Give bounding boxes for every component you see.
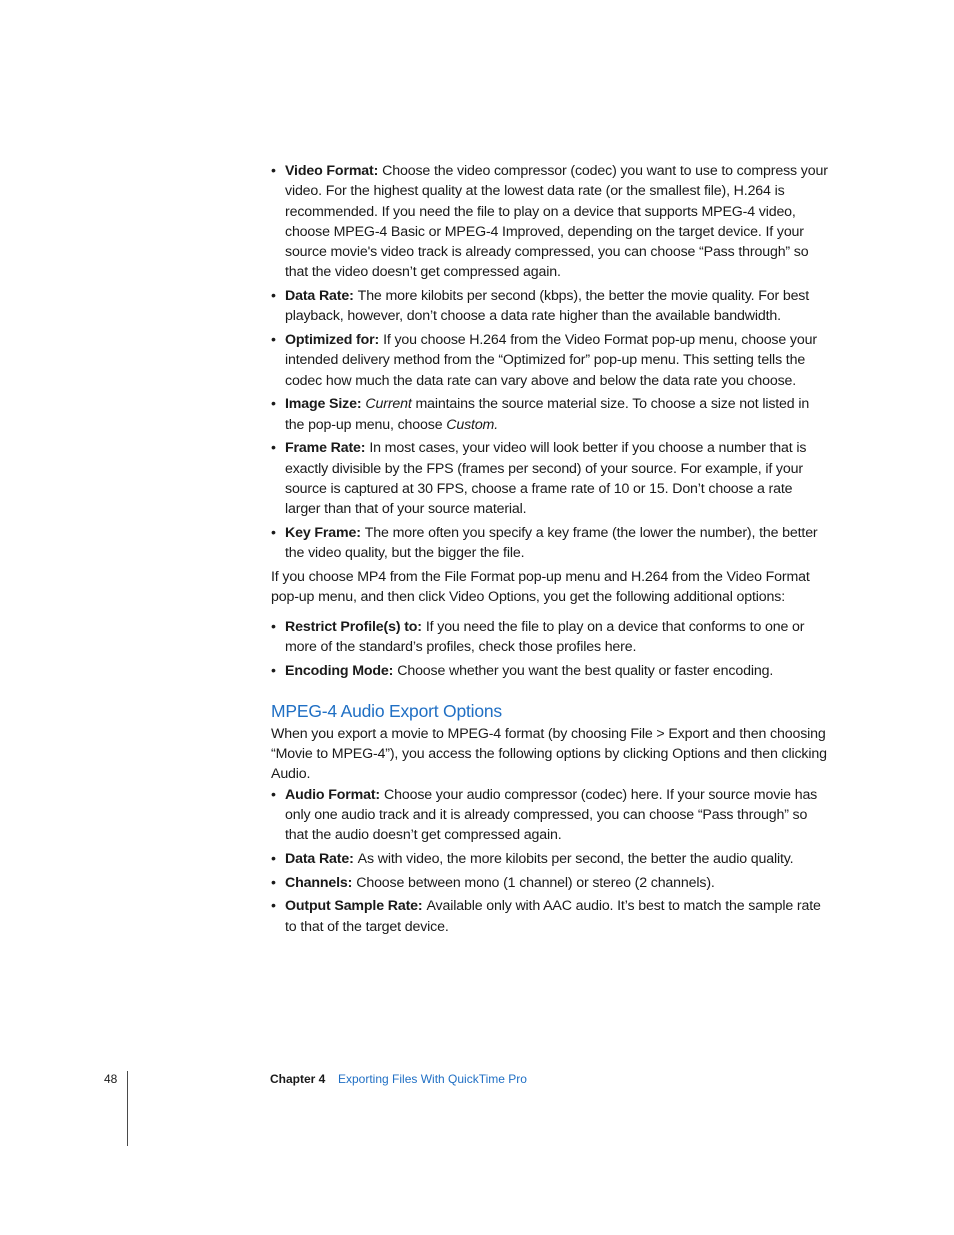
option-description: The more often you specify a key frame (the lower the number), the better the video quality, but the bigger the file. bbox=[285, 525, 818, 562]
option-description: In most cases, your video will look better if you choose a number that is exactly divisible by the FPS (frames per second) of your source. For example, if your source is captured at 30 FPS, choose a frame rate of 10 or 15. Don’t choose a rate larger than that of your source material. bbox=[285, 440, 807, 518]
option-description: If you need the file to play on a device that conforms to one or more of the standard’s profiles, check those profiles here. bbox=[285, 618, 805, 655]
list-item bbox=[271, 286, 831, 327]
option-description: Available only with AAC audio. It’s best to match the sample rate to that of the target device. bbox=[285, 898, 821, 935]
option-description: If you choose H.264 from the Video Format pop-up menu, choose your intended delivery method from the “Optimized for” pop-up menu. This setting tells the codec how much the data rate can vary above and below the data rate you choose. bbox=[285, 332, 817, 389]
option-term: Channels: bbox=[285, 874, 353, 891]
list-item bbox=[271, 896, 831, 937]
option-description: The more kilobits per second (kbps), the better the movie quality. For best playback, however, don’t choose a data rate higher than the available bandwidth. bbox=[285, 288, 810, 325]
option-value-current: Current bbox=[365, 396, 412, 413]
audio-intro-paragraph: When you export a movie to MPEG-4 format (by choosing File > Export and then choosing “Movie to MPEG-4”), you access the following options by clicking Options and then clicking Audio. bbox=[271, 725, 827, 783]
mp4-intro-paragraph: If you choose MP4 from the File Format pop-up menu and H.264 from the Video Format pop-up menu, and then click Video Options, you get the following additional options: bbox=[271, 568, 810, 606]
list-item bbox=[271, 785, 831, 846]
page-number: 48 bbox=[104, 1072, 118, 1086]
mp4-options-list bbox=[271, 617, 831, 681]
option-term: Frame Rate: bbox=[285, 440, 366, 457]
option-description: Choose whether you want the best quality or faster encoding. bbox=[397, 662, 774, 679]
list-item bbox=[271, 438, 831, 519]
option-term: Video Format: bbox=[285, 163, 379, 179]
option-term: Output Sample Rate: bbox=[285, 898, 423, 915]
video-options-list bbox=[271, 161, 831, 564]
list-item bbox=[271, 523, 831, 564]
option-description: Choose your audio compressor (codec) here. If your source movie has only one audio track and it is already compressed, you can choose “Pass through” so that the audio doesn’t get compressed again. bbox=[285, 786, 818, 844]
option-term: Key Frame: bbox=[285, 525, 361, 541]
option-term: Encoding Mode: bbox=[285, 662, 394, 679]
chapter-label: Chapter 4 bbox=[270, 1072, 326, 1086]
option-term: Audio Format: bbox=[285, 786, 380, 803]
option-term: Data Rate: bbox=[285, 288, 354, 305]
option-value-custom: Custom. bbox=[446, 416, 499, 433]
audio-options-list bbox=[271, 785, 831, 937]
list-item bbox=[271, 161, 831, 283]
list-item bbox=[271, 873, 831, 893]
option-description: Choose between mono (1 channel) or stereo (2 channels). bbox=[356, 874, 715, 891]
list-item bbox=[271, 330, 831, 391]
option-description: As with video, the more kilobits per second, the better the audio quality. bbox=[357, 851, 794, 868]
footer-divider bbox=[127, 1071, 128, 1146]
option-term: Restrict Profile(s) to: bbox=[285, 618, 422, 635]
chapter-title-link[interactable]: Exporting Files With QuickTime Pro bbox=[338, 1072, 527, 1086]
option-description: Choose the video compressor (codec) you want to use to compress your video. For the highest quality at the lowest data rate (or the smallest file), H.264 is recommended. If you need the file to play on a device that supports MPEG-4 video, choose MPEG-4 Basic or MPEG-4 Improved, depending on the target device. If your source movie's video track is already compressed, you can choose “Pass through” so that the video doesn’t get compressed again. bbox=[285, 163, 828, 281]
list-item bbox=[271, 849, 831, 869]
list-item bbox=[271, 394, 831, 435]
list-item bbox=[271, 661, 831, 681]
page-body bbox=[271, 161, 831, 940]
option-description: maintains the source material size. To choose a size not listed in the pop-up menu, choose bbox=[285, 396, 810, 433]
option-term: Image Size: bbox=[285, 396, 362, 413]
option-term: Optimized for: bbox=[285, 332, 380, 349]
section-heading: MPEG-4 Audio Export Options bbox=[271, 700, 502, 721]
option-term: Data Rate: bbox=[285, 851, 354, 868]
list-item bbox=[271, 617, 831, 658]
